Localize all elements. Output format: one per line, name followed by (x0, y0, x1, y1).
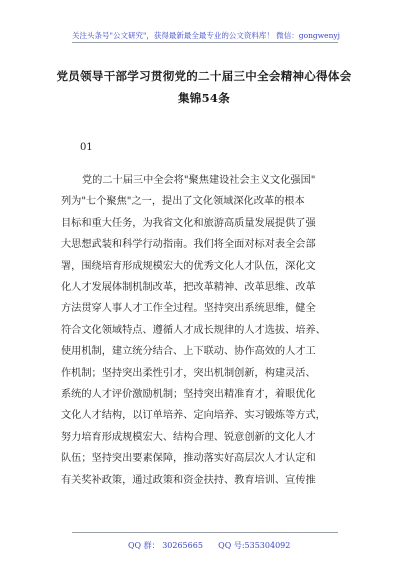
header-divider (72, 42, 338, 43)
paragraph-line: 化人才发展体制机制改革，把改革精神、改革思维、改革 (61, 282, 316, 294)
paragraph-line: 文化人才结构，以订单培养、定向培养、实习锻炼等方式， (61, 410, 326, 422)
document-title-line-2: 集锦54条 (177, 91, 230, 105)
paragraph-line: 系统的人才评价激励机制；坚持突出精准育才，着眼优化 (61, 389, 316, 401)
paragraph-line: 有关奖补政策，通过政策和资金扶持、教育培训、宣传推 (61, 474, 316, 486)
paragraph-line: 署，围绕培育形成规模宏大的优秀文化人才队伍，深化文 (61, 260, 316, 272)
paragraph-line: 作机制；坚持突出柔性引才，突出机制创新，构建灵活、 (61, 367, 316, 379)
document-title-line-1: 党员领导干部学习贯彻党的二十届三中全会精神心得体会 (56, 69, 352, 83)
paragraph-line: 努力培育形成规模宏大、结构合理、锐意创新的文化人才 (61, 431, 316, 443)
paragraph-line: 队伍；坚持突出要素保障，推动落实好高层次人才认定和 (61, 453, 316, 465)
section-number: 01 (80, 142, 93, 153)
paragraph-line: 列为"七个聚焦"之一，提出了文化领域深化改革的根本 (61, 196, 305, 208)
paragraph-line: 使用机制，建立统分结合、上下联动、协作高效的人才工 (61, 346, 316, 358)
paragraph-line: 符合文化领域特点、遵循人才成长规律的人才选拔、培养、 (61, 324, 326, 336)
paragraph-line: 大思想武装和科学行动指南。我们将全面对标对表全会部 (61, 239, 316, 251)
paragraph-line: 党的二十届三中全会将"聚焦建设社会主义文化强国" (82, 175, 316, 186)
body-paragraph (61, 170, 356, 491)
paragraph-line: 目标和重大任务，为我省文化和旅游高质量发展提供了强 (61, 217, 316, 229)
footer-contact-text: QQ 群： 30265665 QQ 号:535304092 (128, 541, 291, 550)
footer-divider (72, 532, 338, 533)
header-promo-text: 关注头条号"公文研究"，获得最新最全最专业的公文资料库！ 微信：gongwenyj (72, 31, 340, 40)
paragraph-line: 方法贯穿人事人才工作全过程。坚持突出系统思维，健全 (61, 303, 316, 315)
